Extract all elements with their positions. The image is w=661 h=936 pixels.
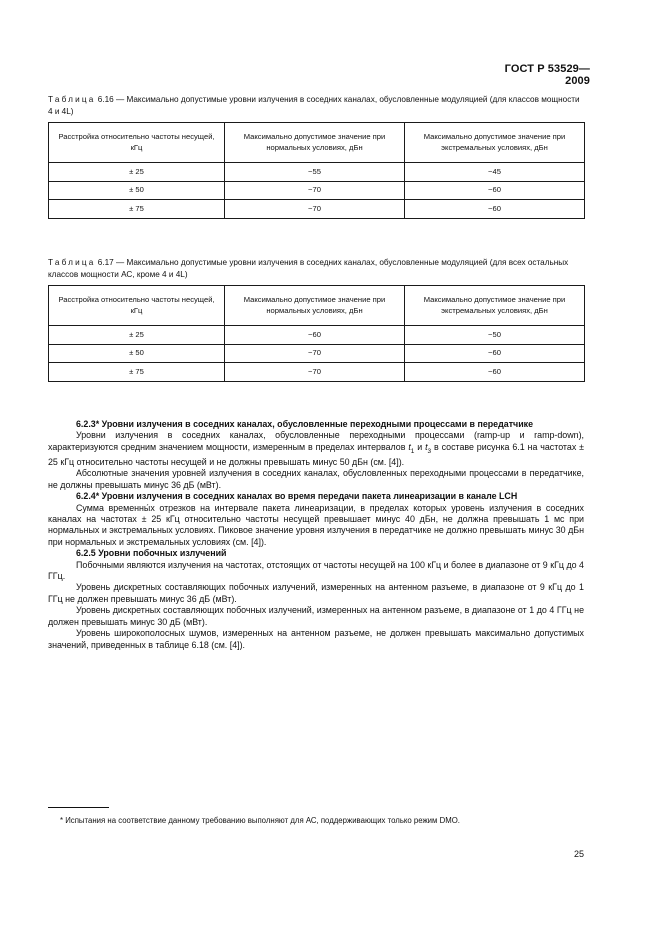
symbol-t: t [408,441,411,452]
table-row [49,326,585,345]
table-cell: −60 [405,363,585,382]
table-row [49,181,585,200]
body-text [48,419,584,651]
text-run: Уровни излучения в соседних каналах, обусловленные переходными процессами (ramp-up и ramp-down), характеризуются средним значением мощности, измеренным в пределах интервалов [48,430,584,452]
header-cell: Максимально допустимое значение при нормальных условиях, дБн [225,123,405,163]
subscript: 1 [410,447,415,455]
paragraph: Абсолютные значения уровней излучения в соседних каналах, обусловленных переходными процессами в передатчике, не должны превышать минус 36 дБ (мВт). [48,468,584,490]
table-cell: ± 50 [49,181,225,200]
caption-text: 6.16 — Максимально допустимые уровни излучения в соседних каналах, обусловленные модуляцией (для классов мощности 4 и 4L) [48,95,580,116]
text-run: и [414,441,426,452]
table-header-row [49,123,585,163]
table-cell: −60 [225,326,405,345]
table-row [49,363,585,382]
table-cell: −70 [225,181,405,200]
table-cell: −70 [225,200,405,219]
table-header-row [49,286,585,326]
table-row [49,163,585,182]
footnote-divider [48,807,109,808]
header-cell: Расстройка относительно частоты несущей, кГц [49,286,225,326]
table-cell: −45 [405,163,585,182]
table-cell: −50 [405,326,585,345]
caption-text: 6.17 — Максимально допустимые уровни излучения в соседних каналах, обусловленные модуляцией (для всех остальных классов мощности АС, кроме 4 и 4L) [48,258,569,279]
table-cell: ± 25 [49,326,225,345]
table-cell: ± 50 [49,344,225,363]
paragraph: Сумма временны́х отрезков на интервале пакета линеаризации, в пределах которых уровень излучения в соседних каналах на частотах ± 25 кГц относительно частоты несущей превышает минус 40 дБн, не должна превышать 1 мс при нормальных и экстремальных условиях. Пиковое значение уровня излучения в передатчике не должно превышать минус 30 дБн при нормальных и экстремальных условиях (см. [4]). [48,502,584,547]
table-cell: −70 [225,363,405,382]
table-cell: −60 [405,200,585,219]
table-6-16 [48,122,585,219]
table-cell: −55 [225,163,405,182]
table-caption-6-17 [48,257,586,280]
paragraph: Уровень широкополосных шумов, измеренных на антенном разъеме, не должен превышать максимально допустимых значений, приведенных в таблице 6.18 (см. [4]). [48,628,584,650]
section-heading-6-2-4: 6.2.4* Уровни излучения в соседних каналах во время передачи пакета линеаризации в канале LCH [76,491,518,502]
paragraph: Побочными являются излучения на частотах, отстоящих от частоты несущей на 100 кГц и более в диапазоне от 9 кГц до 4 ГГц. [48,559,584,582]
paragraph: Уровень дискретных составляющих побочных излучений, измеренных на антенном разъеме, в диапазоне от 1 до 4 ГГц не должен превышать минус 30 дБ (мВт). [48,605,584,627]
table-cell: ± 75 [49,363,225,382]
header-cell: Расстройка относительно частоты несущей, кГц [49,123,225,163]
table-cell: ± 25 [49,163,225,182]
table-cell: ± 75 [49,200,225,219]
header-cell: Максимально допустимое значение при экстремальных условиях, дБн [405,123,585,163]
caption-label: Таблица [48,95,96,104]
page-number: 25 [573,849,584,859]
table-cell: −60 [405,344,585,363]
table-6-17 [48,285,585,382]
section-heading-6-2-5: 6.2.5 Уровни побочных излучений [76,548,227,559]
table-row [49,344,585,363]
paragraph [48,430,584,468]
header-cell: Максимально допустимое значение при экстремальных условиях, дБн [405,286,585,326]
paragraph: Уровень дискретных составляющих побочных излучений, измеренных на антенном разъеме, в диапазоне от 9 кГц до 1 ГГц не должен превышать минус 36 дБ (мВт). [48,582,584,604]
section-heading-6-2-3: 6.2.3* Уровни излучения в соседних каналах, обусловленные переходными процессами в передатчике [76,419,534,429]
header-cell: Максимально допустимое значение при нормальных условиях, дБн [225,286,405,326]
table-cell: −60 [405,181,585,200]
caption-label: Таблица [48,258,96,267]
subscript: 3 [427,447,432,455]
table-cell: −70 [225,344,405,363]
page-header-standard: ГОСТ Р 53529—2009 [504,63,590,87]
text-run: в составе рисунка 6.1 на частотах ± 25 кГц относительно частоты несущей и не должны превышать минус 50 дБн (см. [4]). [48,441,584,467]
table-caption-6-16 [48,94,586,117]
symbol-t: t [425,441,428,452]
table-row [49,200,585,219]
footnote: * Испытания на соответствие данному требованию выполняют для АС, поддерживающих только режим DMO. [60,816,460,825]
